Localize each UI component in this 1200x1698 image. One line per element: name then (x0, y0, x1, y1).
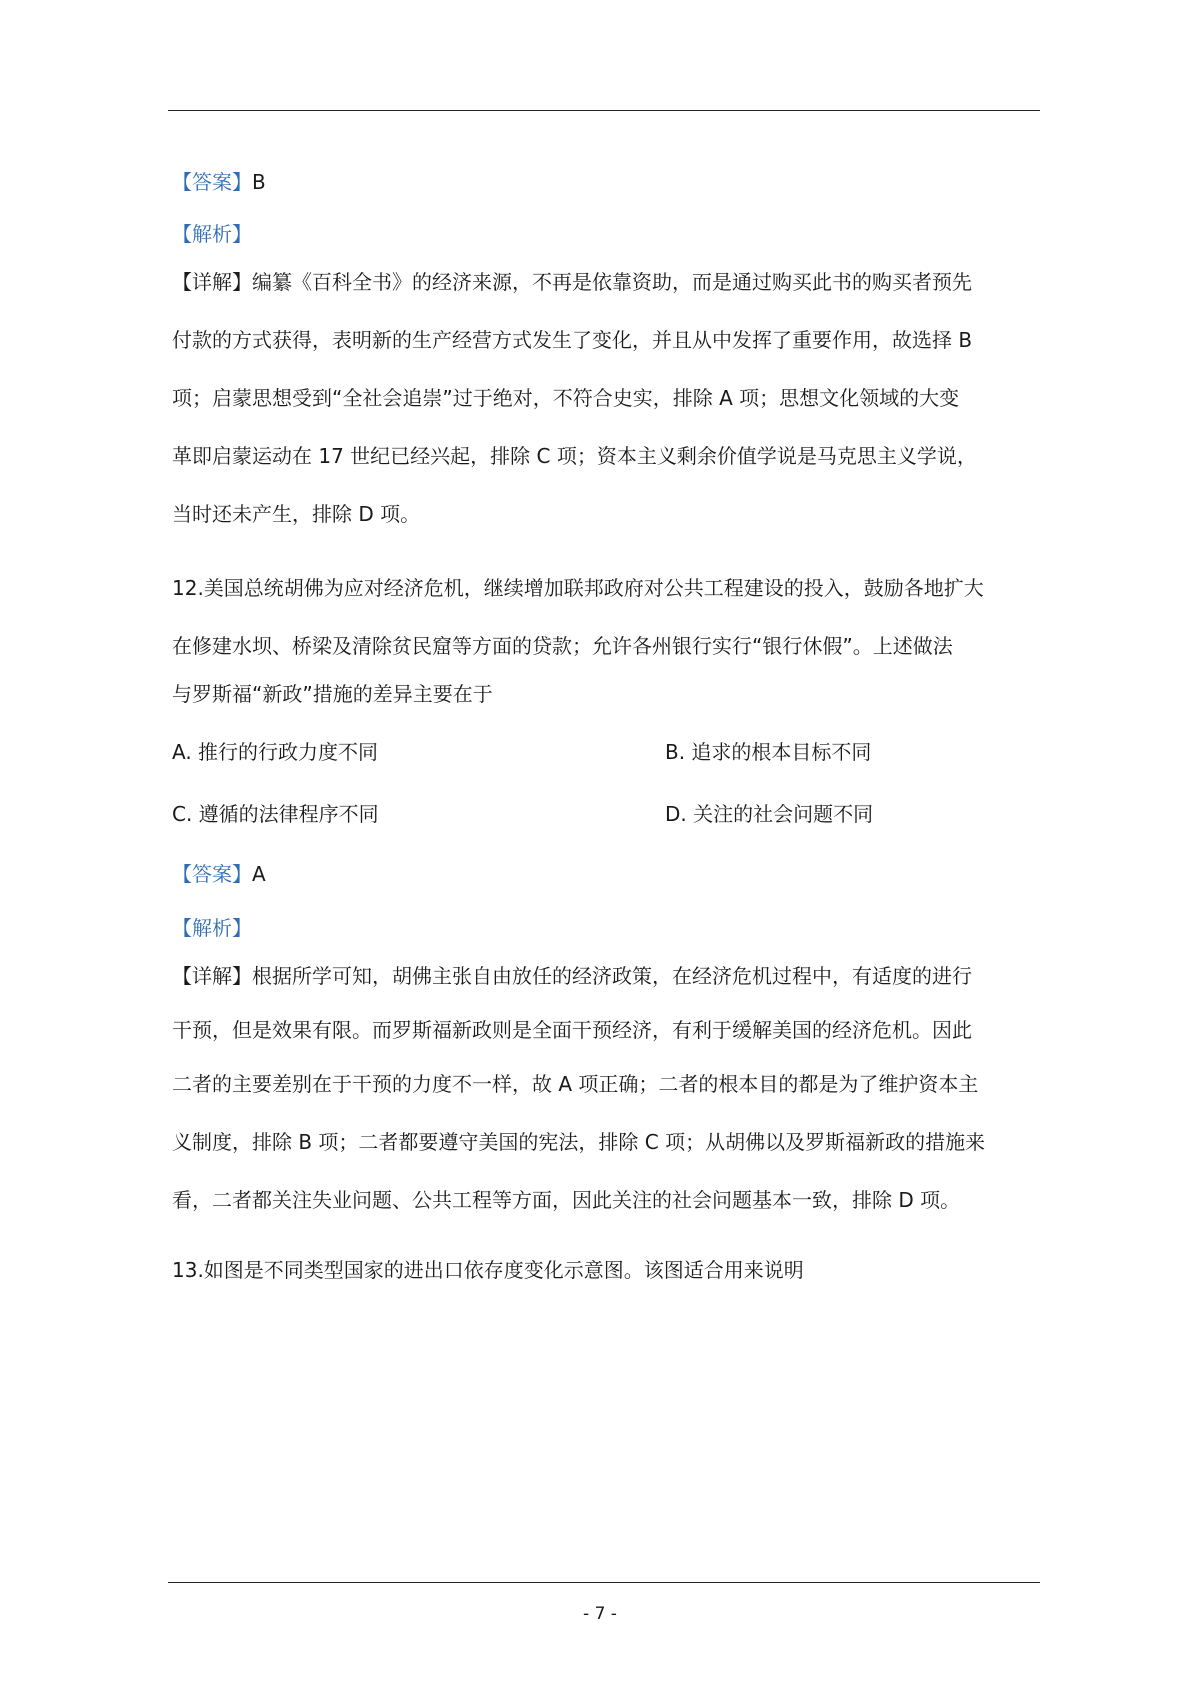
header-rule (168, 110, 1040, 111)
detail-line: 付款的方式获得，表明新的生产经营方式发生了变化，并且从中发挥了重要作用，故选择 B (172, 328, 973, 352)
detail-line: 二者的主要差别在于干预的力度不一样，故 A 项正确；二者的根本目的都是为了维护资本主 (172, 1072, 979, 1096)
detail-line: 看，二者都关注失业问题、公共工程等方面，因此关注的社会问题基本一致，排除 D 项。 (172, 1188, 961, 1212)
detail-line: 【详解】编纂《百科全书》的经济来源，不再是依靠资助，而是通过购买此书的购买者预先 (172, 270, 972, 294)
detail-line: 【详解】根据所学可知，胡佛主张自由放任的经济政策，在经济危机过程中，有适度的进行 (172, 964, 972, 988)
detail-line: 当时还未产生，排除 D 项。 (172, 502, 421, 526)
page-number: - 7 - (583, 1604, 617, 1624)
question-stem-line: 与罗斯福“新政”措施的差异主要在于 (172, 682, 493, 706)
option-d: D. 关注的社会问题不同 (665, 802, 874, 826)
detail-line: 干预，但是效果有限。而罗斯福新政则是全面干预经济，有利于缓解美国的经济危机。因此 (172, 1018, 972, 1042)
detail-line: 革即启蒙运动在 17 世纪已经兴起，排除 C 项；资本主义剩余价值学说是马克思主义学说， (172, 444, 977, 468)
analysis-tag: 【解析】 (172, 222, 252, 246)
option-a: A. 推行的行政力度不同 (172, 740, 379, 764)
answer-tag: 【答案】 (172, 170, 252, 194)
q12-answer-line (172, 858, 266, 887)
question-stem-line: 12.美国总统胡佛为应对经济危机，继续增加联邦政府对公共工程建设的投入，鼓励各地扩大 (172, 576, 984, 600)
detail-line: 义制度，排除 B 项；二者都要遵守美国的宪法，排除 C 项；从胡佛以及罗斯福新政的措施来 (172, 1130, 986, 1154)
option-c: C. 遵循的法律程序不同 (172, 802, 379, 826)
q11-answer-line (172, 166, 266, 195)
answer-tag: 【答案】 (172, 862, 252, 886)
question-stem-line: 13.如图是不同类型国家的进出口依存度变化示意图。该图适合用来说明 (172, 1258, 804, 1282)
option-b: B. 追求的根本目标不同 (665, 740, 872, 764)
question-stem-line: 在修建水坝、桥梁及清除贫民窟等方面的贷款；允许各州银行实行“银行休假”。上述做法 (172, 634, 953, 658)
detail-line: 项；启蒙思想受到“全社会追崇”过于绝对，不符合史实，排除 A 项；思想文化领域的大变 (172, 386, 960, 410)
answer-value: B (252, 170, 266, 194)
footer-rule (168, 1582, 1040, 1583)
analysis-tag: 【解析】 (172, 916, 252, 940)
answer-value: A (252, 862, 266, 886)
